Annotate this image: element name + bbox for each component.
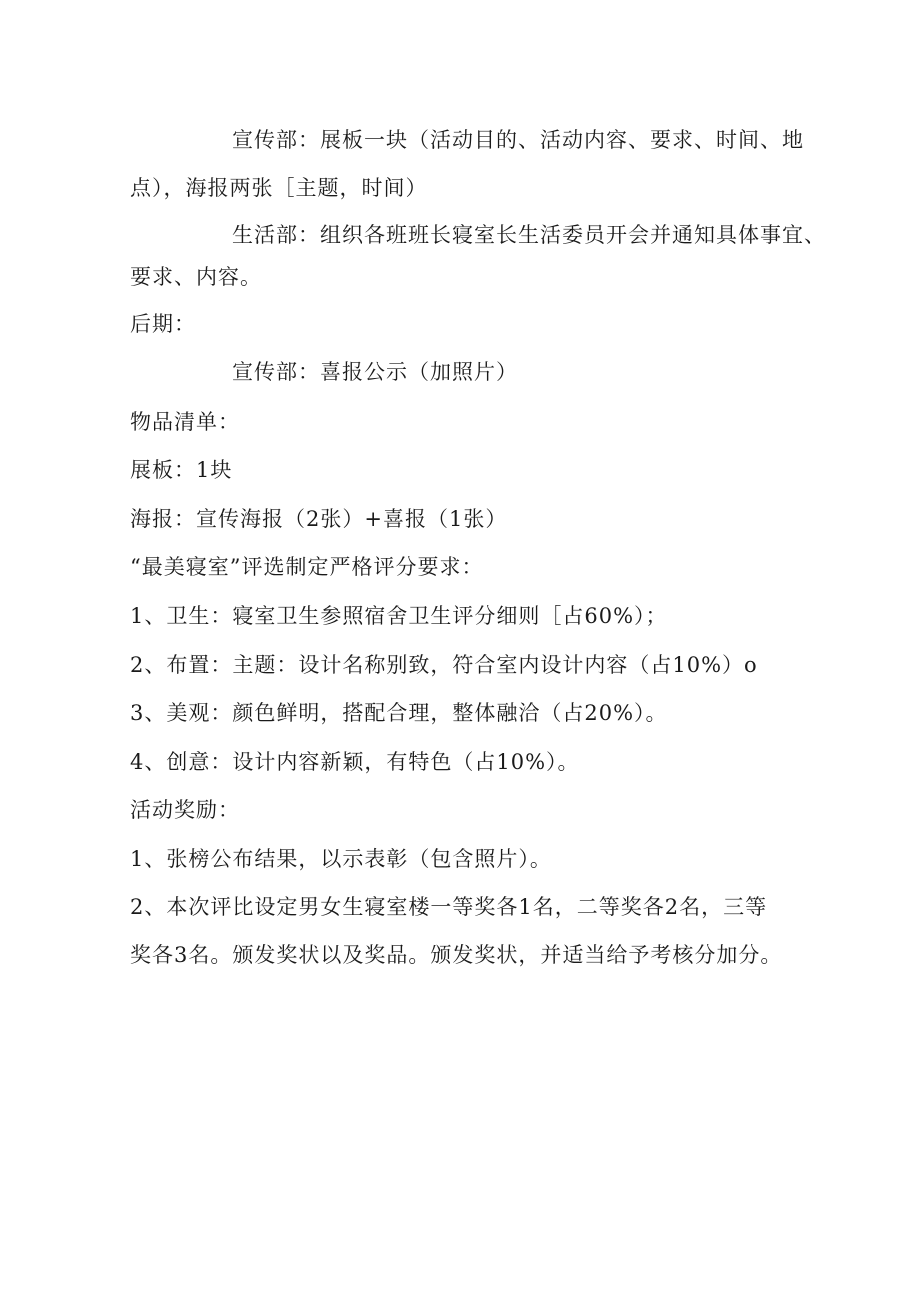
rewards-heading: 活动奖励：: [130, 798, 240, 822]
criterion-creativity: 4、创意：设计内容新颖，有特色（占10%）。: [130, 750, 580, 774]
later-stage-heading: 后期：: [130, 312, 196, 336]
reward-item-2-line-2: 奖各3名。颁发奖状以及奖品。颁发奖状，并适当给予考核分加分。: [130, 943, 783, 967]
life-dept-line-2: 要求、内容。: [130, 265, 262, 289]
later-publicity-line: 宣传部：喜报公示（加照片）: [232, 360, 518, 384]
criterion-appearance: 3、美观：颜色鲜明，搭配合理，整体融洽（占20%）。: [130, 701, 668, 725]
scoring-heading: “最美寝室”评选制定严格评分要求：: [130, 555, 484, 579]
reward-item-1: 1、张榜公布结果，以示表彰（包含照片）。: [130, 847, 552, 871]
publicity-dept-line-2: 点），海报两张［主题，时间）: [130, 176, 428, 200]
criterion-layout: 2、布置：主题：设计名称别致，符合室内设计内容（占10%）o: [130, 653, 758, 677]
criterion-hygiene: 1、卫生：寝室卫生参照宿舍卫生评分细则［占60%）；: [130, 604, 668, 628]
life-dept-line-1: 生活部：组织各班班长寝室长生活委员开会并通知具体事宜、: [232, 223, 826, 247]
item-list-heading: 物品清单：: [130, 410, 240, 434]
publicity-dept-line-1: 宣传部：展板一块（活动目的、活动内容、要求、时间、地: [232, 128, 804, 152]
reward-item-2-line-1: 2、本次评比设定男女生寝室楼一等奖各1名，二等奖各2名，三等: [130, 895, 768, 919]
item-posters: 海报：宣传海报（2张）+喜报（1张）: [130, 507, 508, 531]
item-display-board: 展板：1块: [130, 458, 233, 482]
